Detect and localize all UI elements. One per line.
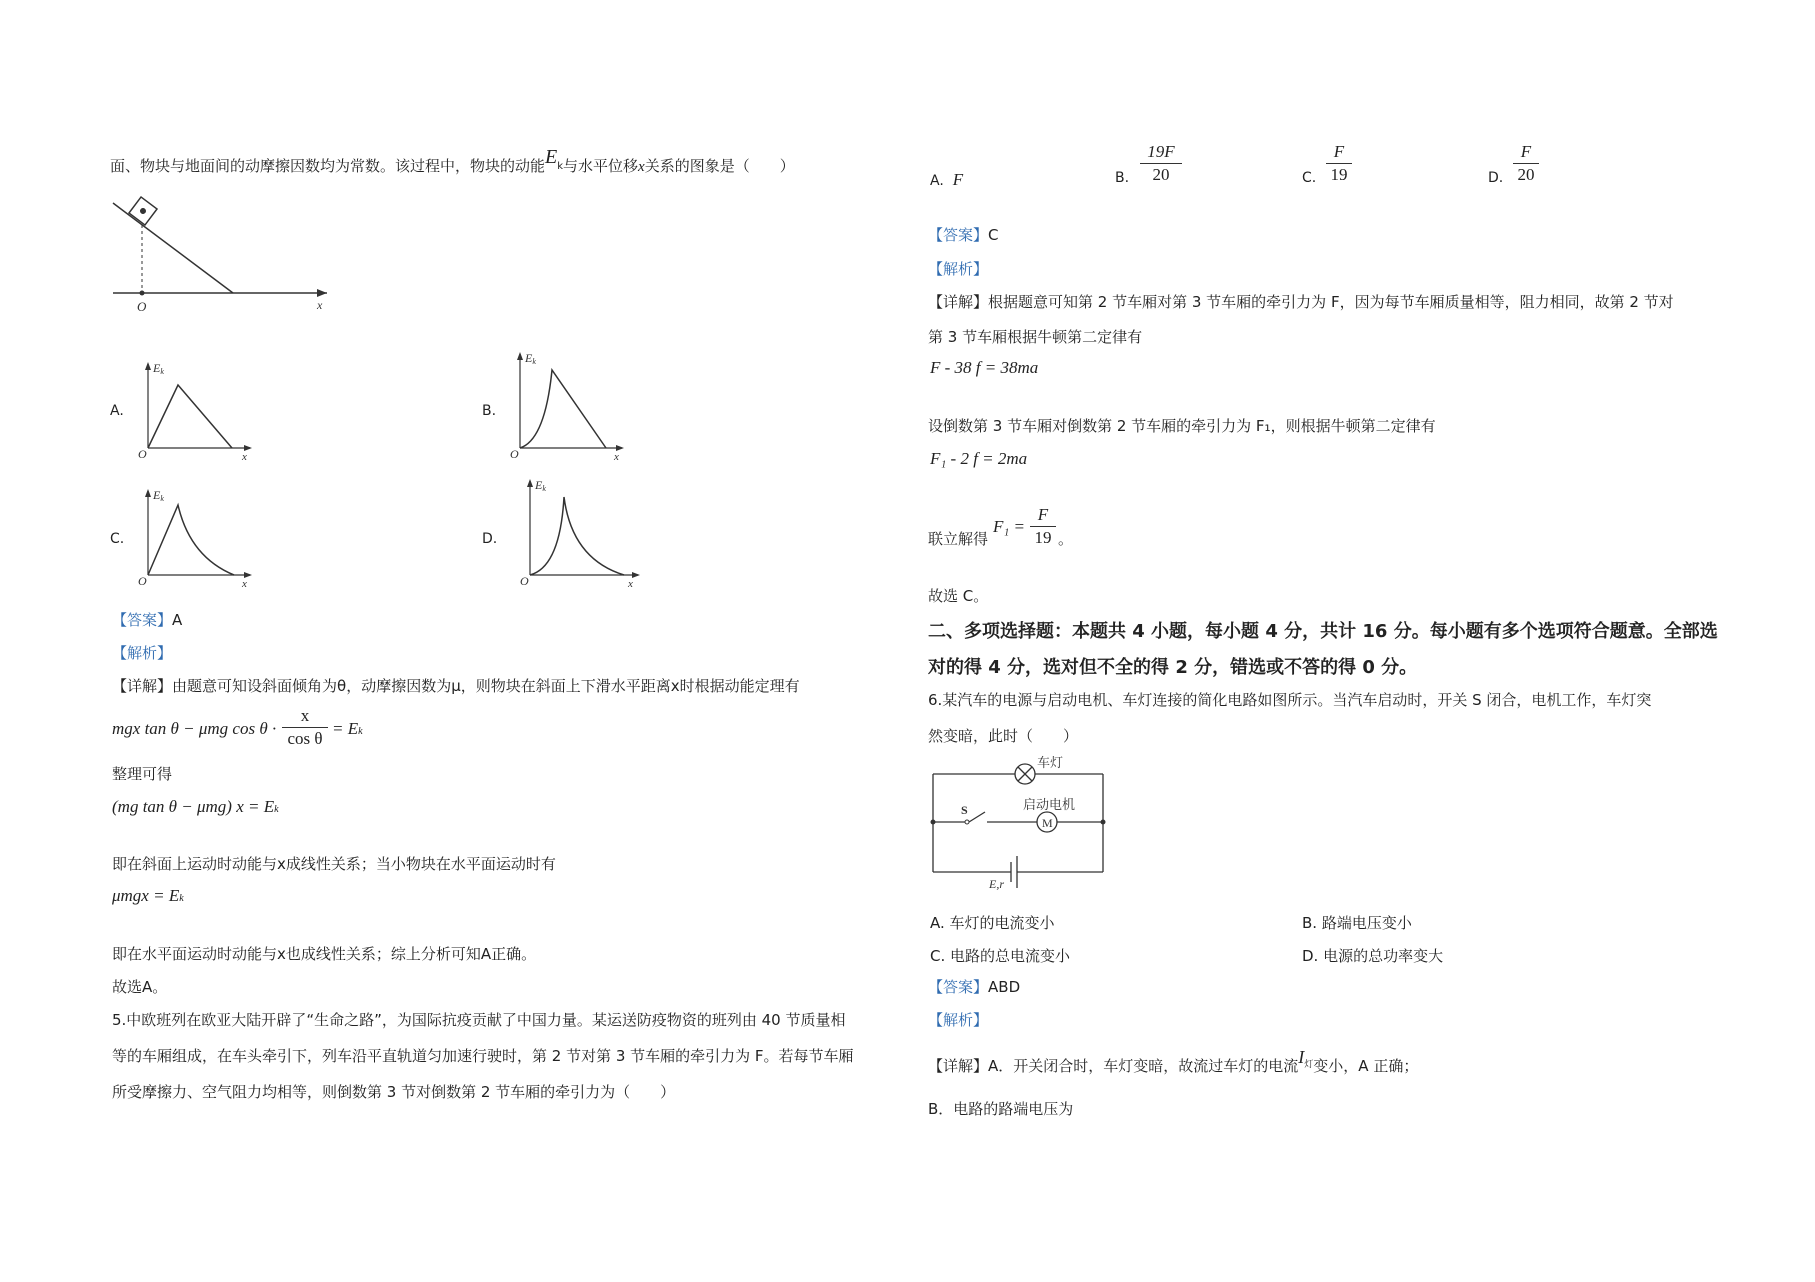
ek-sub: k <box>557 161 564 172</box>
motor-m: M <box>1042 816 1053 830</box>
eq2-text: (mg tan θ − μmg) x = E <box>112 797 275 816</box>
detail-3-line-2: B．电路的路端电压为 <box>928 1100 1074 1118</box>
solve-end: 。 <box>1058 530 1074 548</box>
ek-symbol: E <box>545 146 558 168</box>
detail-text: 由题意可知设斜面倾角为θ，动摩擦因数为μ，则物块在斜面上下滑水平距离x时根据动能定理有 <box>172 677 800 695</box>
graph-d-ek: Ek <box>535 478 546 493</box>
answer-2-label: 【答案】 <box>928 226 989 244</box>
q5-line-2: 等的车厢组成，在车头牵引下，列车沿平直轨道匀加速行驶时，第 2 节对第 3 节车厢的牵引力为 F。若每节车厢 <box>112 1047 854 1065</box>
q6-line-1: 6.某汽车的电源与启动电机、车灯连接的简化电路如图所示。当汽车启动时，开关 S 闭合，电机工作，车灯突 <box>928 691 1652 709</box>
analysis-3-label: 【解析】 <box>928 1011 989 1029</box>
q6-line-2: 然变暗，此时（ ） <box>928 727 1079 745</box>
q6-option-b[interactable]: B. 路端电压变小 <box>1302 914 1412 932</box>
eq3-text: μmgx = E <box>112 886 180 905</box>
fig-origin-label: O <box>137 299 147 314</box>
graph-c-x: x <box>242 578 247 590</box>
graph-b-origin: O <box>510 447 519 461</box>
graph-c[interactable] <box>138 487 258 590</box>
q5-option-b-num: 19F <box>1147 142 1175 161</box>
q5-option-c-label[interactable]: C. <box>1302 170 1317 186</box>
motor-label: 启动电机 <box>1023 797 1076 812</box>
graph-c-origin: O <box>138 574 147 588</box>
graph-d-x: x <box>628 578 633 590</box>
eq1-fraction <box>282 706 328 749</box>
option-a-label[interactable]: A. <box>110 403 124 419</box>
q5-option-c-frac <box>1326 142 1352 185</box>
eq1-num: x <box>300 706 310 725</box>
fig-x-label: x <box>317 298 323 312</box>
q5-option-d-num: F <box>1520 142 1532 161</box>
lamp-label: 车灯 <box>1037 755 1064 770</box>
graph-b-x: x <box>614 451 619 463</box>
detail-3-text-a: A．开关闭合时，车灯变暗，故流过车灯的电流 <box>988 1057 1299 1075</box>
equation-2 <box>112 797 279 817</box>
answer-3-label: 【答案】 <box>928 978 989 996</box>
q5-equation-1: F - 38 f = 38ma <box>930 358 1039 377</box>
q5-option-c-num: F <box>1333 142 1345 161</box>
graph-a-ek: Ek <box>153 361 164 376</box>
q5-option-a[interactable] <box>930 170 963 190</box>
detail-label: 【详解】 <box>112 677 173 695</box>
q5-option-a-label: A. <box>930 173 944 189</box>
eq1-den: cos θ <box>287 729 323 748</box>
current-sub: 灯 <box>1304 1060 1314 1070</box>
eq1-right <box>332 719 363 739</box>
eq1-sub: k <box>358 726 363 737</box>
solve-label: 联立解得 <box>928 530 989 548</box>
circuit-diagram <box>925 752 1110 892</box>
answer-3 <box>928 976 1020 997</box>
option-c-label[interactable]: C. <box>110 531 125 547</box>
solve-num: F <box>1037 505 1049 524</box>
q5-option-b-den: 20 <box>1152 165 1170 184</box>
q5-option-d-label[interactable]: D. <box>1488 170 1504 186</box>
solve-fraction <box>1030 505 1056 548</box>
choose-line: 故选A。 <box>112 978 168 996</box>
intro-text-a: 面、物块与地面间的动摩擦因数均为常数。该过程中，物块的动能 <box>110 157 546 175</box>
graph-d-origin: O <box>520 574 529 588</box>
graph-b[interactable] <box>510 350 630 463</box>
q5-option-b-label[interactable]: B. <box>1115 170 1130 186</box>
choose-2: 故选 C。 <box>928 587 989 605</box>
eq3-sub: k <box>179 893 184 904</box>
detail-3-line-1 <box>928 1047 1419 1076</box>
q5-line-3: 所受摩擦力、空气阻力均相等，则倒数第 3 节对倒数第 2 节车厢的牵引力为（ ） <box>112 1083 676 1101</box>
option-b-label[interactable]: B. <box>482 403 497 419</box>
graph-a[interactable] <box>138 360 258 463</box>
q5-option-c-den: 19 <box>1330 165 1348 184</box>
q6-option-c[interactable]: C. 电路的总电流变小 <box>930 947 1071 965</box>
option-d-label[interactable]: D. <box>482 531 498 547</box>
solve-lhs: F₁ = <box>993 517 1026 536</box>
q6-option-a[interactable]: A. 车灯的电流变小 <box>930 914 1055 932</box>
q5-equation-2: F₁ - 2 f = 2ma <box>930 449 1028 468</box>
tidy-text: 整理可得 <box>112 765 173 783</box>
intro-text-c: 关系的图象是（ ） <box>644 157 795 175</box>
answer-value: A <box>172 611 183 629</box>
eq2-sub: k <box>274 804 279 815</box>
detail-line <box>112 675 800 696</box>
eq1-right-text: = E <box>332 719 359 738</box>
detail-2-line-1 <box>928 291 1674 312</box>
flat-line: 即在水平面运动时动能与x也成线性关系；综上分析可知A正确。 <box>112 945 537 963</box>
q6-option-d[interactable]: D. 电源的总功率变大 <box>1302 947 1444 965</box>
detail-3-text-b: 变小，A 正确； <box>1313 1057 1419 1075</box>
analysis-2-label: 【解析】 <box>928 260 989 278</box>
graph-d[interactable] <box>520 477 650 590</box>
intro-text-b: 与水平位移 <box>563 157 639 175</box>
answer-label: 【答案】 <box>112 611 173 629</box>
battery-label: E,r <box>989 877 1004 891</box>
answer-2 <box>928 224 999 245</box>
intro-line <box>110 146 795 177</box>
switch-icon <box>969 812 985 822</box>
graph-a-x: x <box>242 451 247 463</box>
q5-option-d-den: 20 <box>1517 165 1535 184</box>
slope-line: 即在斜面上运动时动能与x成线性关系；当小物块在水平面运动时有 <box>112 855 556 873</box>
detail-2-line-2: 第 3 节车厢根据牛顿第二定律有 <box>928 328 1143 346</box>
answer-1 <box>112 609 182 630</box>
section-2-line-2: 对的得 4 分，选对但不全的得 2 分，错选或不答的得 0 分。 <box>928 657 1418 678</box>
eq1-left: mgx tan θ − μmg cos θ · <box>112 719 277 738</box>
graph-c-ek: Ek <box>153 488 164 503</box>
set-line: 设倒数第 3 节车厢对倒数第 2 节车厢的牵引力为 F₁，则根据牛顿第二定律有 <box>928 417 1436 435</box>
q5-line-1: 5.中欧班列在欧亚大陆开辟了“生命之路”，为国际抗疫贡献了中国力量。某运送防疫物资的班列由 40 节质量相 <box>112 1011 846 1029</box>
detail-2-label: 【详解】 <box>928 293 989 311</box>
graph-a-origin: O <box>138 447 147 461</box>
current-symbol: I <box>1298 1047 1305 1067</box>
answer-3-value: ABD <box>988 978 1021 996</box>
q5-option-d-frac <box>1513 142 1539 185</box>
section-2-line-1: 二、多项选择题：本题共 4 小题，每小题 4 分，共计 16 分。每小题有多个选项符合题意。全部选 <box>928 621 1718 642</box>
switch-label: S <box>961 803 968 817</box>
answer-2-value: C <box>988 226 999 244</box>
incline-figure <box>105 195 345 325</box>
analysis-label: 【解析】 <box>112 644 173 662</box>
graph-b-ek: Ek <box>525 351 536 366</box>
x-symbol: x <box>638 159 645 175</box>
solve-den: 19 <box>1034 528 1052 547</box>
detail-2-text: 根据题意可知第 2 节车厢对第 3 节车厢的牵引力为 F，因为每节车厢质量相等，阻力相同，故第 2 节对 <box>988 293 1674 311</box>
detail-3-label: 【详解】 <box>928 1057 989 1075</box>
equation-1 <box>112 719 276 739</box>
equation-3 <box>112 886 184 906</box>
q5-option-a-value: F <box>952 170 964 189</box>
q5-option-b-frac <box>1140 142 1182 185</box>
